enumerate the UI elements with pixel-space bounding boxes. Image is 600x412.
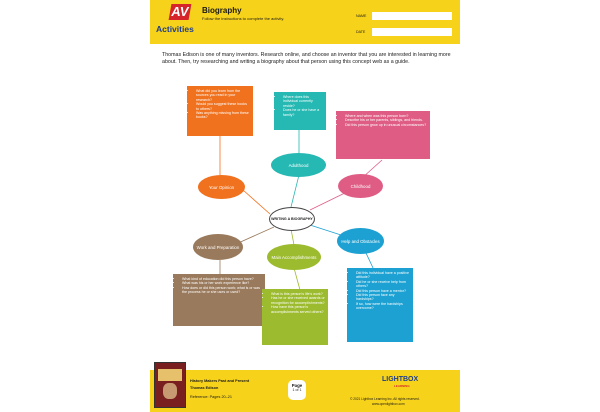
- list-item: • Was anything missing from these books?: [196, 111, 250, 120]
- connector-lines: [150, 0, 460, 412]
- bubble-childhood: Childhood: [338, 174, 383, 198]
- footer-bar: [150, 370, 460, 412]
- list-item: • Has he or she received awards or recognition for accomplishments?: [271, 296, 325, 305]
- lightbox-logo-sub: LEARNING: [394, 384, 410, 388]
- book-title-band: [158, 369, 182, 381]
- intro-text: Thomas Edison is one of many inventors. Research online, and choose an inventor that you are interested in learning more about. Then, try researching and writing a biography about that person using this concept web as a guide.: [162, 52, 451, 66]
- list-item: • Did this person have a mentor?: [356, 289, 410, 293]
- list-item: • Where and when was this person born?: [345, 114, 427, 118]
- box-your-opinion: [187, 86, 253, 136]
- bubble-help-obstacles: Help and Obstacles: [337, 228, 384, 254]
- list-item: • Would you suggest these books to others?: [196, 102, 250, 111]
- bubble-work-preparation: Work and Preparation: [193, 234, 243, 260]
- series-title: History Makers Past and Present: [190, 379, 250, 383]
- worksheet-page: [150, 0, 460, 412]
- box-adulthood: [274, 92, 326, 130]
- date-label: DATE: [356, 30, 366, 34]
- page-label: Page: [291, 383, 303, 388]
- box-help-obstacles: [347, 268, 413, 342]
- list-item: • What was his or her work experience like?: [182, 281, 262, 285]
- logo-activities: Activities: [156, 24, 194, 34]
- list-item: • What kind of education did this person have?: [182, 277, 262, 281]
- page-number: 1 of 1: [292, 388, 302, 392]
- lightbox-logo: LIGHTBOX: [382, 376, 419, 383]
- list-item: • Did he or she receive help from others?: [356, 280, 410, 289]
- list-item: • Does he or she have a family?: [283, 108, 323, 117]
- list-item: • Where does this individual currently reside?: [283, 95, 323, 108]
- website-url: www.openlightbox.com: [372, 402, 405, 406]
- page-subtitle: Follow the instructions to complete the activity.: [202, 16, 285, 21]
- list-item: • Did this person grow up in unusual circumstances?: [345, 123, 427, 127]
- book-cover: [154, 362, 186, 408]
- center-writing-a-biography: WRITING A BIOGRAPHY: [269, 207, 315, 231]
- list-item: • Did this individual have a positive attitude?: [356, 271, 410, 280]
- bubble-your-opinion: Your Opinion: [198, 175, 245, 199]
- box-childhood: [336, 111, 430, 159]
- copyright: © 2021 Lightbox Learning Inc. All rights reserved.: [350, 397, 420, 401]
- list-item: • What is this person's life's work?: [271, 292, 325, 296]
- reference-pages: Reference: Pages 20–21: [190, 395, 233, 399]
- portrait-image: [163, 383, 177, 399]
- list-item: • Describe his or her parents, siblings, and friends.: [345, 118, 427, 122]
- box-main-accomplishments: [262, 289, 328, 345]
- list-item: • If so, how were the hardships overcome?: [356, 302, 410, 311]
- page-indicator: [288, 380, 306, 400]
- book-title: Thomas Edison: [190, 386, 219, 390]
- list-item: • Did this person face any hardships?: [356, 293, 410, 302]
- logo-av: AV: [170, 4, 190, 19]
- name-label: NAME: [356, 14, 367, 18]
- bubble-adulthood: Adulthood: [271, 153, 326, 177]
- bubble-main-accomplishments: Main Accomplishments: [267, 244, 321, 270]
- page-title: Biography: [202, 6, 242, 15]
- box-work-preparation: [173, 274, 265, 326]
- list-item: • How have this person's accomplishments served others?: [271, 305, 325, 314]
- list-item: • What did you learn from the sources you read in your research?: [196, 89, 250, 102]
- list-item: • How does or did this person work; what is or was the process he or she uses or used?: [182, 286, 262, 295]
